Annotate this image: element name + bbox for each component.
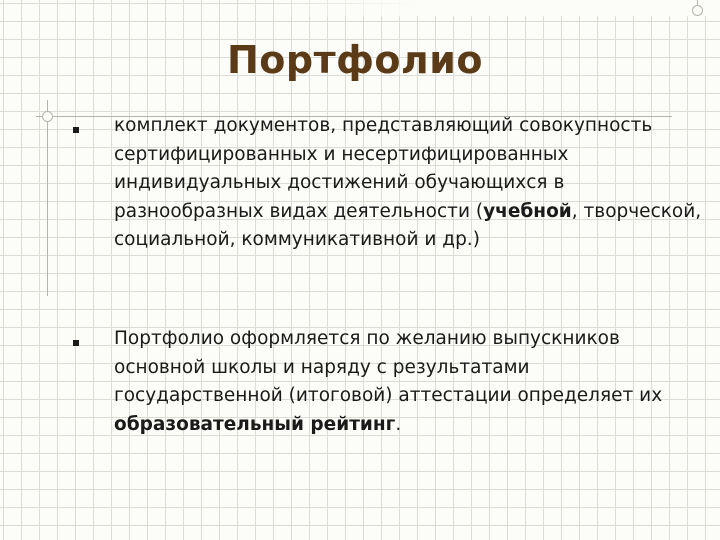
bullet-marker	[73, 340, 79, 346]
bullet-item	[114, 325, 704, 439]
bullet-text: .	[395, 413, 402, 435]
bullet-text: Портфолио оформляется по желанию выпускников основной школы и наряду с результатами государственной (итоговой) аттестации определяет их	[114, 328, 663, 406]
bullet-text: , творческой, социальной, коммуникативной и др.)	[114, 200, 702, 250]
bullet-text: комплект документов, представляющий совокупность сертифицированных и несертифицированных индивидуальных достижений обучающихся в разнообразных видах деятельности (	[114, 115, 653, 222]
bullet-item	[114, 112, 704, 255]
slide-title: Портфолио	[226, 38, 483, 82]
bullet-bold-text: учебной	[483, 200, 572, 222]
bullet-bold-text: образовательный рейтинг	[114, 413, 396, 435]
bullet-marker	[73, 127, 79, 133]
